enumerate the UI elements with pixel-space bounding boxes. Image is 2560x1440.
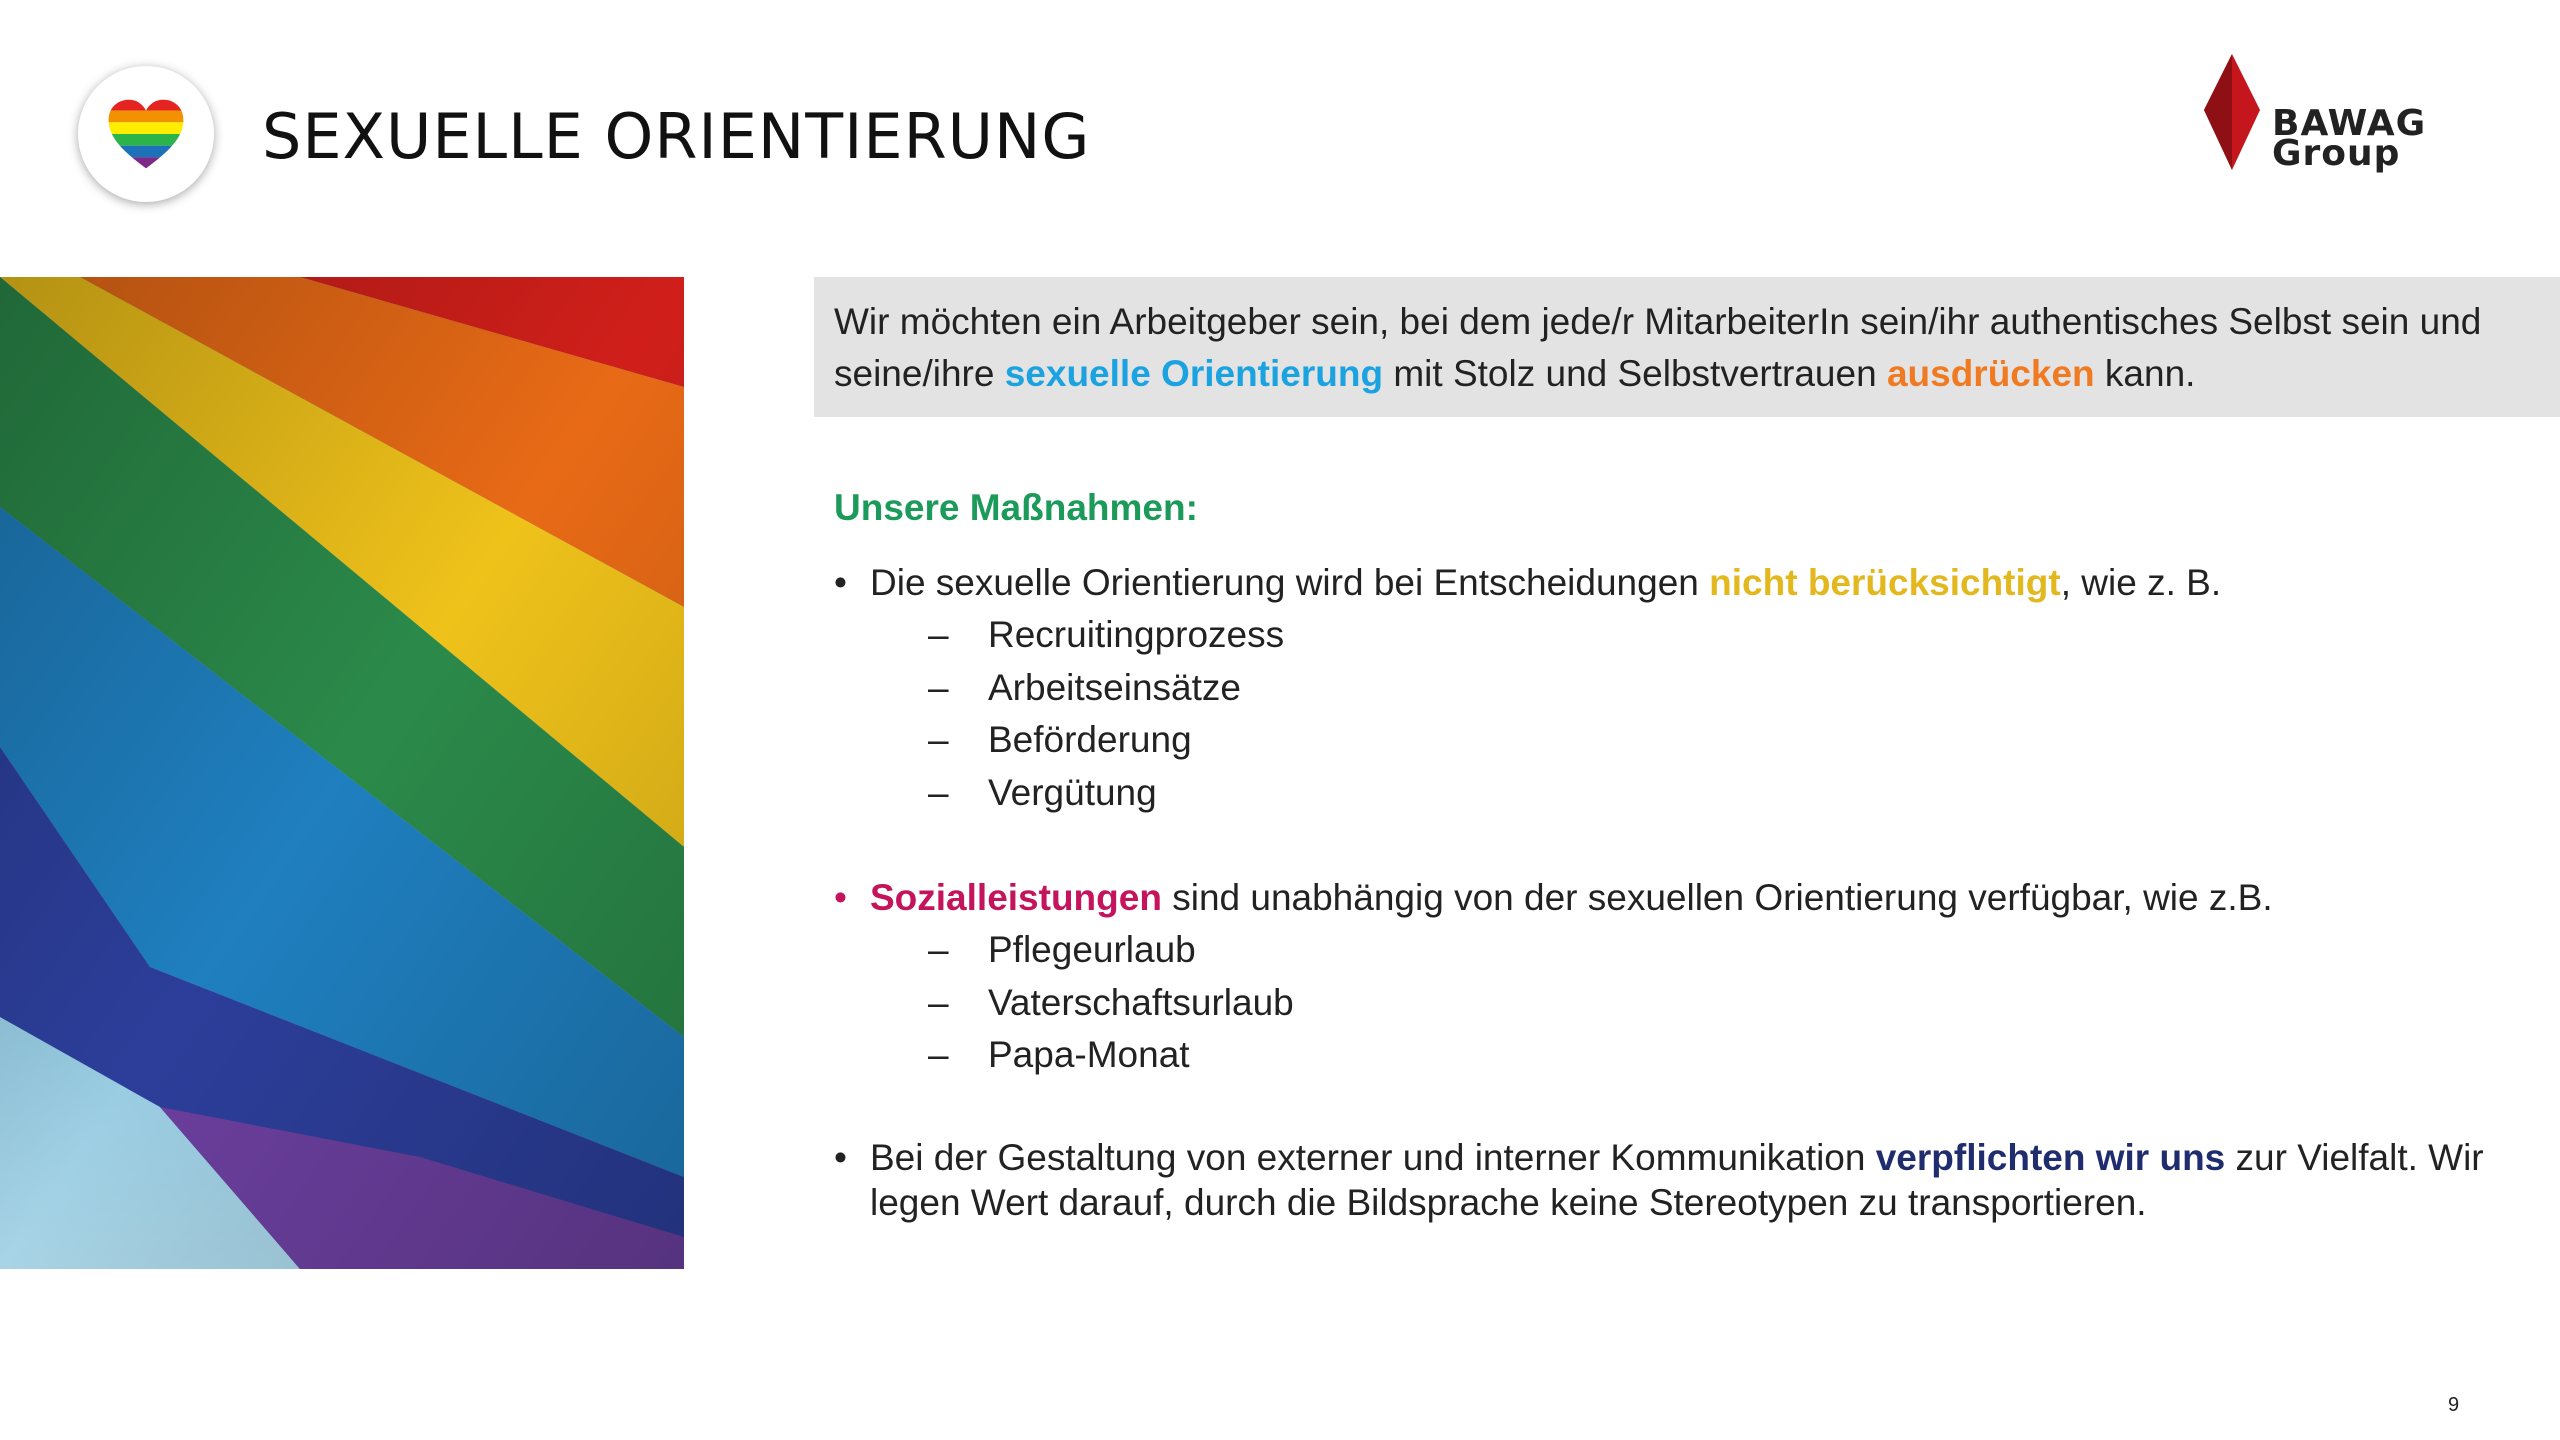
measures-section [834,482,2514,1225]
intro-text-1: Wir möchten ein Arbeitgeber sein, bei dem jede/r MitarbeiterIn sein/ihr authentisches Selbst sein und seine/ihre [834,301,2482,394]
measures-heading: Unsere Maßnahmen: [834,487,1198,528]
bullet-decisions-highlight: nicht berücksichtigt [1709,562,2061,603]
logo-mark-icon [2196,52,2266,172]
rainbow-flag-photo [0,277,684,1269]
bullet-decisions-text-1: Die sexuelle Orientierung wird bei Entscheidungen [870,562,1710,603]
bullet-social-benefits [834,872,2514,924]
bawag-logo [2196,52,2466,182]
bullet-marker: • [834,877,847,918]
benefits-sublist [834,924,2514,1082]
logo-line-2: Group [2272,133,2401,174]
list-item [834,609,2514,662]
decisions-sublist [834,609,2514,819]
intro-highlight-sexual-orientation: sexuelle Orientierung [1004,353,1384,394]
list-item-label: Recruitingprozess [988,614,1285,655]
list-item [834,714,2514,767]
intro-highlight-express: ausdrücken [1886,353,2095,394]
dash-marker: – [928,929,949,970]
list-item-label: Arbeitseinsätze [988,666,1241,708]
dash-marker: – [928,666,949,708]
bullet-decisions [834,557,2514,609]
page-title: SEXUELLE ORIENTIERUNG [262,100,1091,173]
intro-statement-box [814,277,2560,417]
list-item-label: Beförderung [988,719,1192,760]
list-item-label: Pflegeurlaub [988,929,1196,970]
list-item [834,767,2514,820]
list-item [834,662,2514,715]
list-item-label: Vergütung [988,771,1157,813]
bullet-communication-text-2: zur Vielfalt. Wir legen Wert darauf, durch die Bildsprache keine Stereotypen zu transportieren. [870,1136,2484,1223]
bullet-decisions-text-2: , wie z. B. [2060,562,2222,603]
dash-marker: – [928,1034,949,1075]
list-item-label: Papa-Monat [988,1034,1190,1075]
dash-marker: – [928,719,949,760]
bullet-communication-text-1: Bei der Gestaltung von externer und interner Kommunikation [870,1136,1876,1178]
bullet-social-benefits-text: sind unabhängig von der sexuellen Orientierung verfügbar, wie z.B. [1161,877,2273,918]
intro-text-3: kann. [2094,353,2196,394]
dash-marker: – [928,614,949,655]
intro-text-2: mit Stolz und Selbstvertrauen [1383,353,1887,394]
rainbow-heart-badge [78,66,214,202]
list-item [834,1029,2514,1082]
page-number: 9 [2448,1394,2460,1416]
bullet-social-benefits-highlight: Sozialleistungen [870,877,1162,918]
dash-marker: – [928,771,949,813]
bullet-marker: • [834,562,847,603]
bullet-marker: • [834,1136,847,1178]
bullet-communication [834,1135,2514,1225]
rainbow-heart-icon [107,98,185,170]
bullet-communication-highlight: verpflichten wir uns [1875,1136,2226,1178]
list-item [834,977,2514,1030]
list-item-label: Vaterschaftsurlaub [988,981,1294,1023]
list-item [834,924,2514,977]
logo-line-1: BAWAG [2272,103,2427,144]
dash-marker: – [928,981,949,1023]
